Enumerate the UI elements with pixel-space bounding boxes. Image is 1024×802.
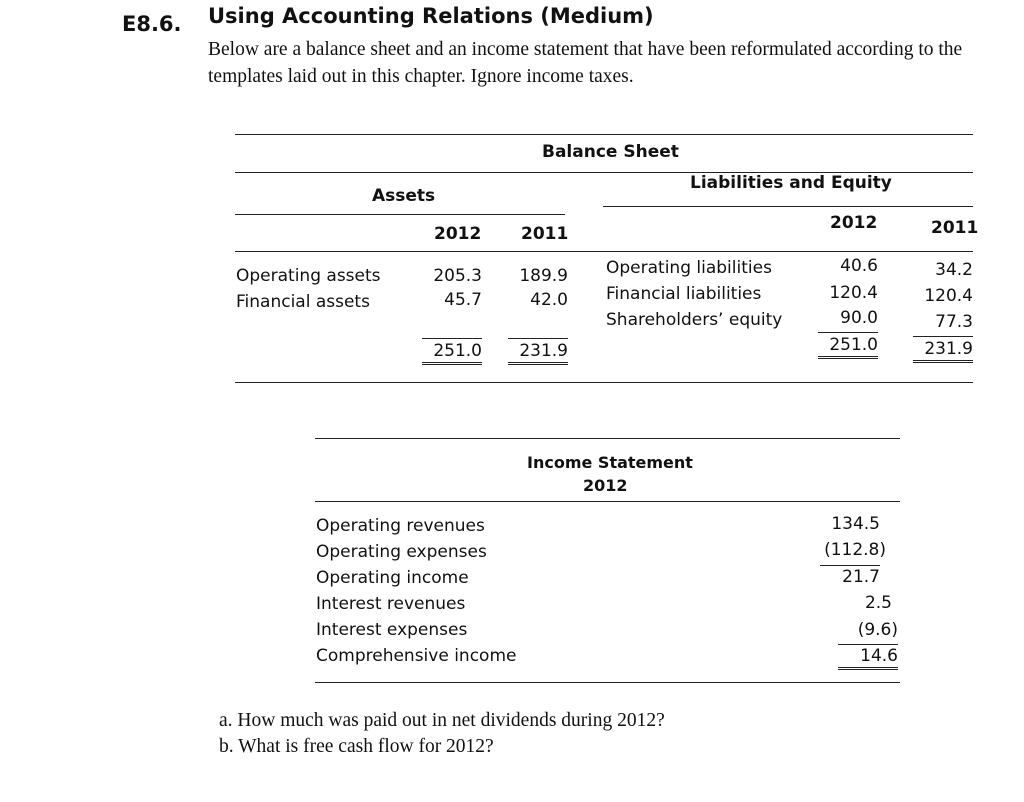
- balance-sheet-title: Balance Sheet: [542, 142, 679, 162]
- asset-value: 42.0: [530, 290, 568, 310]
- exercise-title: Using Accounting Relations (Medium): [208, 4, 654, 28]
- exercise-number: E8.6.: [122, 12, 182, 36]
- asset-value: 205.3: [433, 266, 482, 286]
- income-value: 2.5: [864, 593, 892, 613]
- asset-value: 189.9: [519, 266, 568, 286]
- exercise-intro: Below are a balance sheet and an income statement that have been reformulated according to the templates laid out in this chapter. Ignore income taxes.: [208, 39, 963, 87]
- table-rule: [603, 206, 973, 207]
- asset-label: Financial assets: [236, 292, 370, 312]
- income-label: Comprehensive income: [316, 646, 517, 666]
- table-rule: [315, 438, 900, 439]
- liability-value: 90.0: [840, 308, 878, 328]
- table-rule: [235, 382, 973, 383]
- assets-year-2011: 2011: [521, 224, 569, 244]
- liability-value: 34.2: [935, 260, 973, 280]
- assets-header: Assets: [372, 186, 436, 206]
- liabilities-header: Liabilities and Equity: [690, 173, 892, 193]
- income-statement-year: 2012: [583, 476, 628, 495]
- question-a: a. How much was paid out in net dividends during 2012?: [219, 710, 665, 731]
- liability-label: Shareholders’ equity: [606, 310, 783, 330]
- table-rule: [315, 501, 900, 502]
- liab-year-2011: 2011: [931, 218, 979, 238]
- income-value: 134.5: [831, 514, 880, 534]
- income-value: (112.8): [824, 540, 886, 560]
- liability-value: 77.3: [935, 312, 973, 332]
- liability-label: Financial liabilities: [606, 284, 762, 304]
- asset-value: 45.7: [444, 290, 482, 310]
- liab-year-2012: 2012: [830, 213, 878, 233]
- question-b: b. What is free cash flow for 2012?: [219, 736, 494, 757]
- income-value: 21.7: [820, 565, 880, 587]
- liability-label: Operating liabilities: [606, 258, 772, 278]
- liability-value: 120.4: [829, 283, 878, 303]
- income-value: (9.6): [857, 620, 898, 640]
- assets-total-2012: 251.0: [422, 338, 482, 365]
- income-label: Interest revenues: [316, 594, 466, 614]
- comprehensive-income-value: 14.6: [838, 644, 898, 670]
- liab-total-2011: 231.9: [913, 336, 973, 363]
- asset-label: Operating assets: [236, 266, 381, 286]
- table-rule: [235, 214, 565, 215]
- liability-value: 120.4: [924, 286, 973, 306]
- table-rule: [235, 251, 973, 252]
- table-rule: [235, 134, 973, 135]
- table-rule: [315, 682, 900, 683]
- income-label: Operating expenses: [316, 542, 487, 562]
- income-label: Operating income: [316, 568, 469, 588]
- income-label: Operating revenues: [316, 516, 485, 536]
- liab-total-2012: 251.0: [818, 332, 878, 359]
- assets-total-2011: 231.9: [508, 338, 568, 365]
- income-statement-title: Income Statement: [527, 453, 693, 472]
- liability-value: 40.6: [840, 256, 878, 276]
- income-label: Interest expenses: [316, 620, 468, 640]
- assets-year-2012: 2012: [434, 224, 482, 244]
